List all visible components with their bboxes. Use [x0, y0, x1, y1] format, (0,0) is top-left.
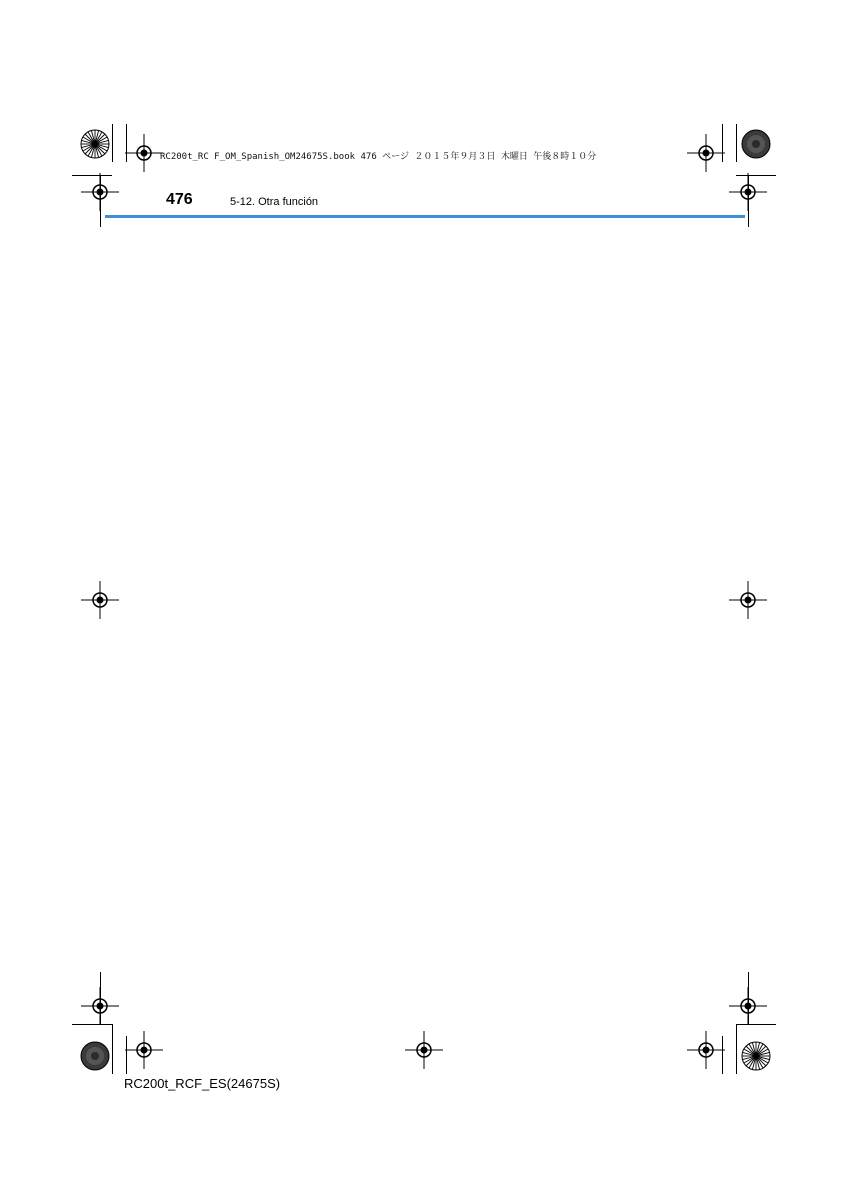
- print-job-info: RC200t_RC F_OM_Spanish_OM24675S.book 476 ページ ２０１５年９月３日 木曜日 午後８時１０分: [160, 152, 597, 162]
- registration-mark-icon: [687, 134, 725, 172]
- registration-mark-icon: [125, 134, 163, 172]
- registration-mark-icon: [81, 581, 119, 619]
- registration-mark-icon: [125, 1031, 163, 1069]
- color-wheel-icon: [80, 1041, 110, 1071]
- crop-line: [112, 124, 113, 162]
- color-wheel-icon: [741, 1041, 771, 1071]
- page-number: 476: [166, 191, 193, 208]
- crop-line: [736, 1024, 737, 1074]
- color-wheel-icon: [741, 129, 771, 159]
- crop-line: [736, 124, 737, 162]
- registration-mark-icon: [729, 581, 767, 619]
- registration-mark-icon: [81, 173, 119, 211]
- registration-mark-icon: [405, 1031, 443, 1069]
- section-title: 5-12. Otra función: [230, 196, 319, 208]
- header-rule: [105, 215, 745, 218]
- registration-mark-icon: [729, 987, 767, 1025]
- crop-line: [112, 1024, 113, 1074]
- registration-mark-icon: [687, 1031, 725, 1069]
- registration-mark-icon: [729, 173, 767, 211]
- color-wheel-icon: [80, 129, 110, 159]
- registration-mark-icon: [81, 987, 119, 1025]
- footer-code: RC200t_RCF_ES(24675S): [124, 1076, 281, 1091]
